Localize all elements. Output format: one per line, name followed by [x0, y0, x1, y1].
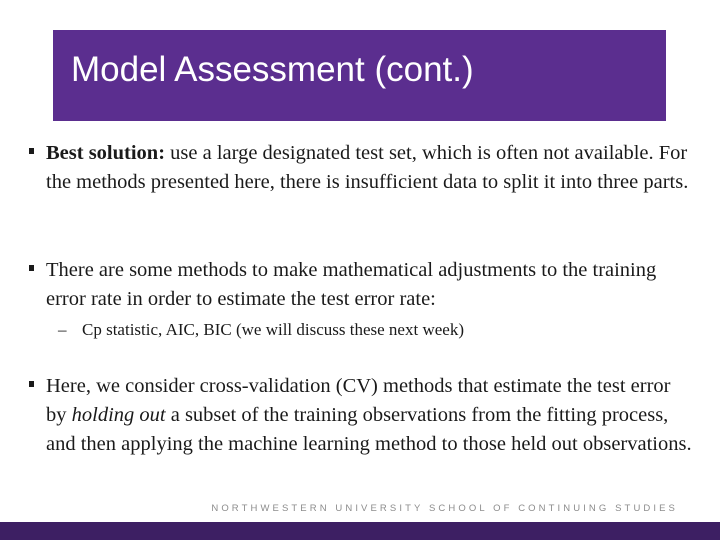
bullet-body: use a large designated test set, which is often not available. For the methods presented here, there is insufficient data to split it into three parts.: [46, 142, 689, 193]
title-banner: [53, 30, 666, 121]
sub-bullet-item: [58, 318, 678, 342]
sub-bullet-text: Cp statistic, AIC, BIC (we will discuss these next week): [82, 320, 464, 339]
bullet-body-start: Here, we consider cross-validation (CV) methods that estimate the test error by: [46, 375, 671, 426]
bullet-italic-phrase: holding out: [71, 404, 166, 426]
footer-institution: NORTHWESTERN UNIVERSITY SCHOOL OF CONTINUING STUDIES: [211, 503, 678, 514]
bullet-text: [46, 372, 696, 459]
bullet-bold-prefix: Best solution:: [46, 142, 166, 164]
bullet-text: There are some methods to make mathematical adjustments to the training error rate in order to estimate the test error rate:: [46, 259, 657, 310]
square-bullet-icon: [29, 148, 34, 154]
dash-bullet: –: [58, 320, 67, 339]
bullet-body-end: a subset of the training observations from the fitting process, and then applying the machine learning method to those held out observations.: [46, 404, 692, 455]
slide-title: Model Assessment (cont.): [71, 50, 474, 89]
square-bullet-icon: [29, 381, 34, 387]
square-bullet-icon: [29, 265, 34, 271]
bullet-text: [46, 139, 696, 197]
footer-bar: [0, 522, 720, 540]
